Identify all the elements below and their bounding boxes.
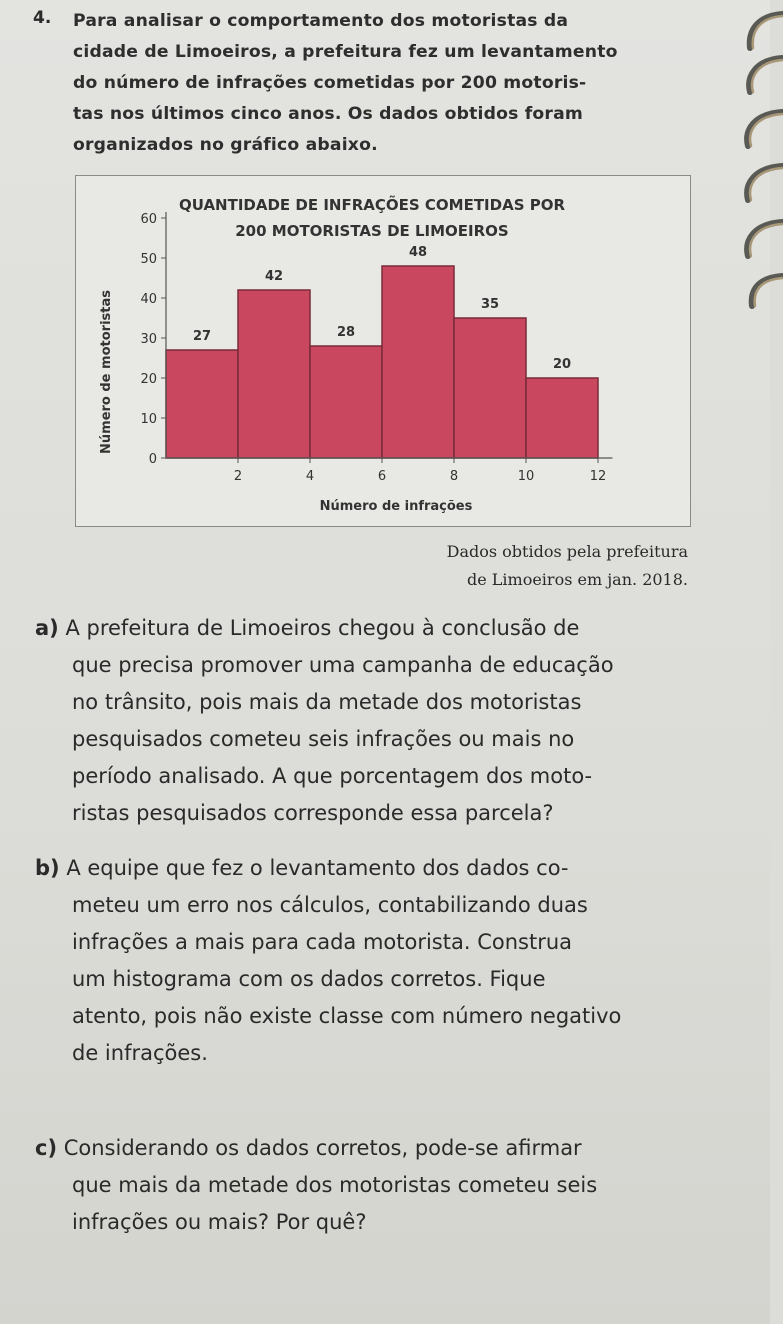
y-axis-label: Número de motoristas <box>99 290 114 454</box>
item-c-line: infrações ou mais? Por quê? <box>72 1210 367 1234</box>
chart-frame <box>75 175 691 527</box>
histogram-bar <box>238 290 310 458</box>
histogram-bar <box>382 266 454 458</box>
bar-value-label: 48 <box>408 245 428 260</box>
item-b-label: b) <box>35 856 60 880</box>
item-a-line: ristas pesquisados corresponde essa parcela? <box>72 801 554 825</box>
chart-title-line-1: QUANTIDADE DE INFRAÇÕES COMETIDAS POR <box>178 196 566 214</box>
item-c-label: c) <box>35 1136 58 1160</box>
source-line: de Limoeiros em jan. 2018. <box>466 570 688 589</box>
histogram-bar <box>454 318 526 458</box>
histogram-chart <box>76 176 690 526</box>
source-line: Dados obtidos pela prefeitura <box>446 542 688 561</box>
chart-source <box>447 538 688 594</box>
intro-line: do número de infrações cometidas por 200 motoris- <box>73 73 587 93</box>
bar-value-label: 42 <box>264 269 284 284</box>
x-tick-label: 2 <box>233 469 243 484</box>
intro-line: organizados no gráfico abaixo. <box>73 135 378 155</box>
y-tick-label: 50 <box>140 252 157 267</box>
y-tick-label: 20 <box>140 372 157 387</box>
item-c-line: que mais da metade dos motoristas cometeu seis <box>72 1173 598 1197</box>
intro-line: Para analisar o comportamento dos motoristas da <box>73 11 569 31</box>
x-axis-label: Número de infrações <box>319 499 473 514</box>
item-a-line: pesquisados cometeu seis infrações ou mais no <box>72 727 575 751</box>
x-tick-label: 4 <box>305 469 315 484</box>
item-a-line: que precisa promover uma campanha de educação <box>72 653 614 677</box>
item-b-line: de infrações. <box>72 1041 208 1065</box>
histogram-bar <box>310 346 382 458</box>
item-c <box>35 1130 745 1241</box>
y-tick-label: 60 <box>140 212 157 227</box>
item-b-line: atento, pois não existe classe com número negativo <box>72 1004 622 1028</box>
item-a-label: a) <box>35 616 59 640</box>
histogram-bar <box>166 350 238 458</box>
y-tick-label: 10 <box>140 412 157 427</box>
question-number: 4. <box>33 8 52 28</box>
histogram-bar <box>526 378 598 458</box>
y-tick-label: 40 <box>140 292 157 307</box>
spiral-binding <box>708 0 783 320</box>
item-a-line: A prefeitura de Limoeiros chegou à conclusão de <box>65 616 580 640</box>
y-tick-label: 0 <box>148 452 157 467</box>
bar-value-label: 27 <box>192 329 212 344</box>
item-a-line: no trânsito, pois mais da metade dos motoristas <box>72 690 582 714</box>
chart-title-line-2: 200 MOTORISTAS DE LIMOEIROS <box>235 222 509 240</box>
x-tick-label: 10 <box>517 469 535 484</box>
item-b <box>35 850 735 1072</box>
bar-value-label: 35 <box>480 297 500 312</box>
x-tick-label: 12 <box>589 469 607 484</box>
y-tick-label: 30 <box>140 332 157 347</box>
intro-line: cidade de Limoeiros, a prefeitura fez um levantamento <box>73 42 618 62</box>
item-b-line: A equipe que fez o levantamento dos dados co- <box>66 856 569 880</box>
x-tick-label: 8 <box>449 469 459 484</box>
item-a <box>35 610 725 832</box>
bar-value-label: 20 <box>552 357 572 372</box>
item-b-line: infrações a mais para cada motorista. Construa <box>72 930 573 954</box>
x-tick-label: 6 <box>377 469 387 484</box>
item-a-line: período analisado. A que porcentagem dos moto- <box>72 764 593 788</box>
bar-value-label: 28 <box>336 325 356 340</box>
item-b-line: meteu um erro nos cálculos, contabilizando duas <box>72 893 588 917</box>
intro-line: tas nos últimos cinco anos. Os dados obtidos foram <box>73 104 583 124</box>
item-b-line: um histograma com os dados corretos. Fique <box>72 967 546 991</box>
question-intro <box>73 6 673 161</box>
item-c-line: Considerando os dados corretos, pode-se afirmar <box>63 1136 582 1160</box>
